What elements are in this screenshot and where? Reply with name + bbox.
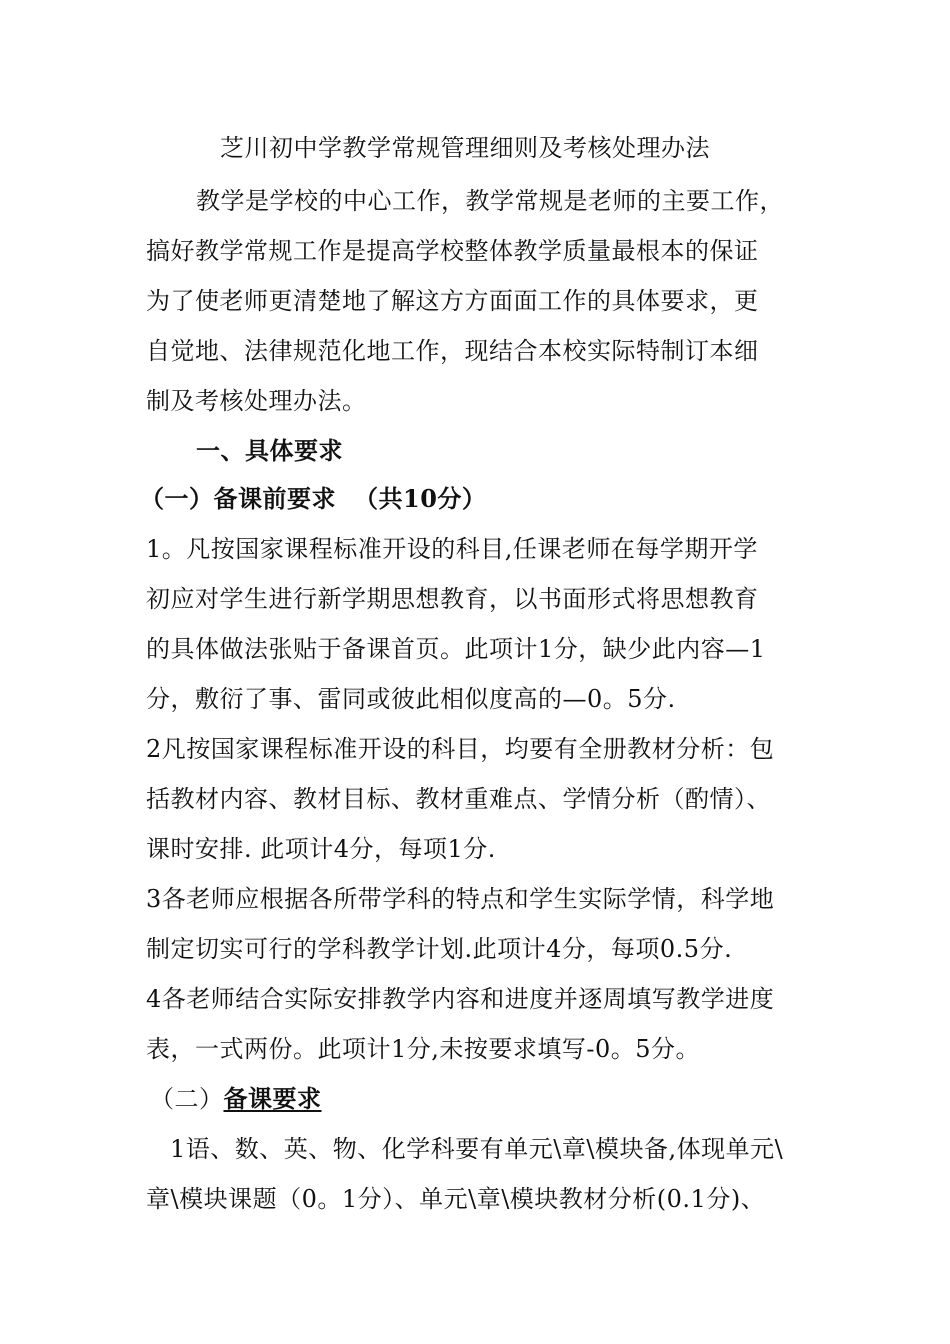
subsection-heading-lesson-prep-label: 备课要求	[223, 1084, 322, 1113]
subsection-score-total: （共10分）	[354, 484, 487, 513]
item5-line-2: 章\模块课题（0。1分）、单元\章\模块教材分析(0.1分)、	[146, 1185, 766, 1213]
item2-line-2: 括教材内容、教材目标、教材重难点、学情分析（酌情）、	[146, 785, 771, 813]
subsection-heading-pre-lesson	[140, 484, 486, 514]
item2-line-1: 2凡按国家课程标准开设的科目，均要有全册教材分析：包	[146, 735, 775, 763]
item1-line-3: 的具体做法张贴于备课首页。此项计1分，缺少此内容—1	[146, 635, 766, 663]
document-title: 芝川初中学教学常规管理细则及考核处理办法	[220, 134, 710, 162]
item5-line-1: 1语、数、英、物、化学科要有单元\章\模块备,体现单元\	[170, 1135, 784, 1163]
item1-line-2: 初应对学生进行新学期思想教育，以书面形式将思想教育	[146, 585, 759, 613]
subsection-heading-lesson-prep-number: （二）	[150, 1085, 224, 1113]
intro-line-5: 制及考核处理办法。	[146, 387, 367, 415]
intro-line-4: 自觉地、法律规范化地工作，现结合本校实际特制订本细	[146, 337, 759, 365]
item1-line-4: 分，敷衍了事、雷同或彼此相似度高的—0。5分.	[146, 685, 676, 713]
item3-line-1: 3各老师应根据各所带学科的特点和学生实际学情，科学地	[146, 885, 775, 913]
item4-line-1: 4各老师结合实际安排教学内容和进度并逐周填写教学进度	[146, 985, 775, 1013]
intro-line-2: 搞好教学常规工作是提高学校整体教学质量最根本的保证	[146, 237, 759, 265]
item2-line-3: 课时安排. 此项计4分，每项1分.	[146, 835, 496, 863]
section-heading-specific-requirements: 一、具体要求	[196, 436, 343, 465]
intro-line-3: 为了使老师更清楚地了解这方方面面工作的具体要求，更	[146, 287, 759, 315]
subsection-heading-lesson-prep	[150, 1084, 322, 1114]
item1-line-1: 1。凡按国家课程标准开设的科目,任课老师在每学期开学	[146, 535, 758, 563]
subsection-heading-pre-lesson-label: （一）备课前要求	[140, 484, 336, 513]
intro-line-1: 教学是学校的中心工作，教学常规是老师的主要工作，	[196, 187, 784, 215]
item3-line-2: 制定切实可行的学科教学计划.此项计4分，每项0.5分.	[146, 935, 733, 963]
item4-line-2: 表，一式两份。此项计1分,未按要求填写-0。5分。	[146, 1035, 701, 1063]
